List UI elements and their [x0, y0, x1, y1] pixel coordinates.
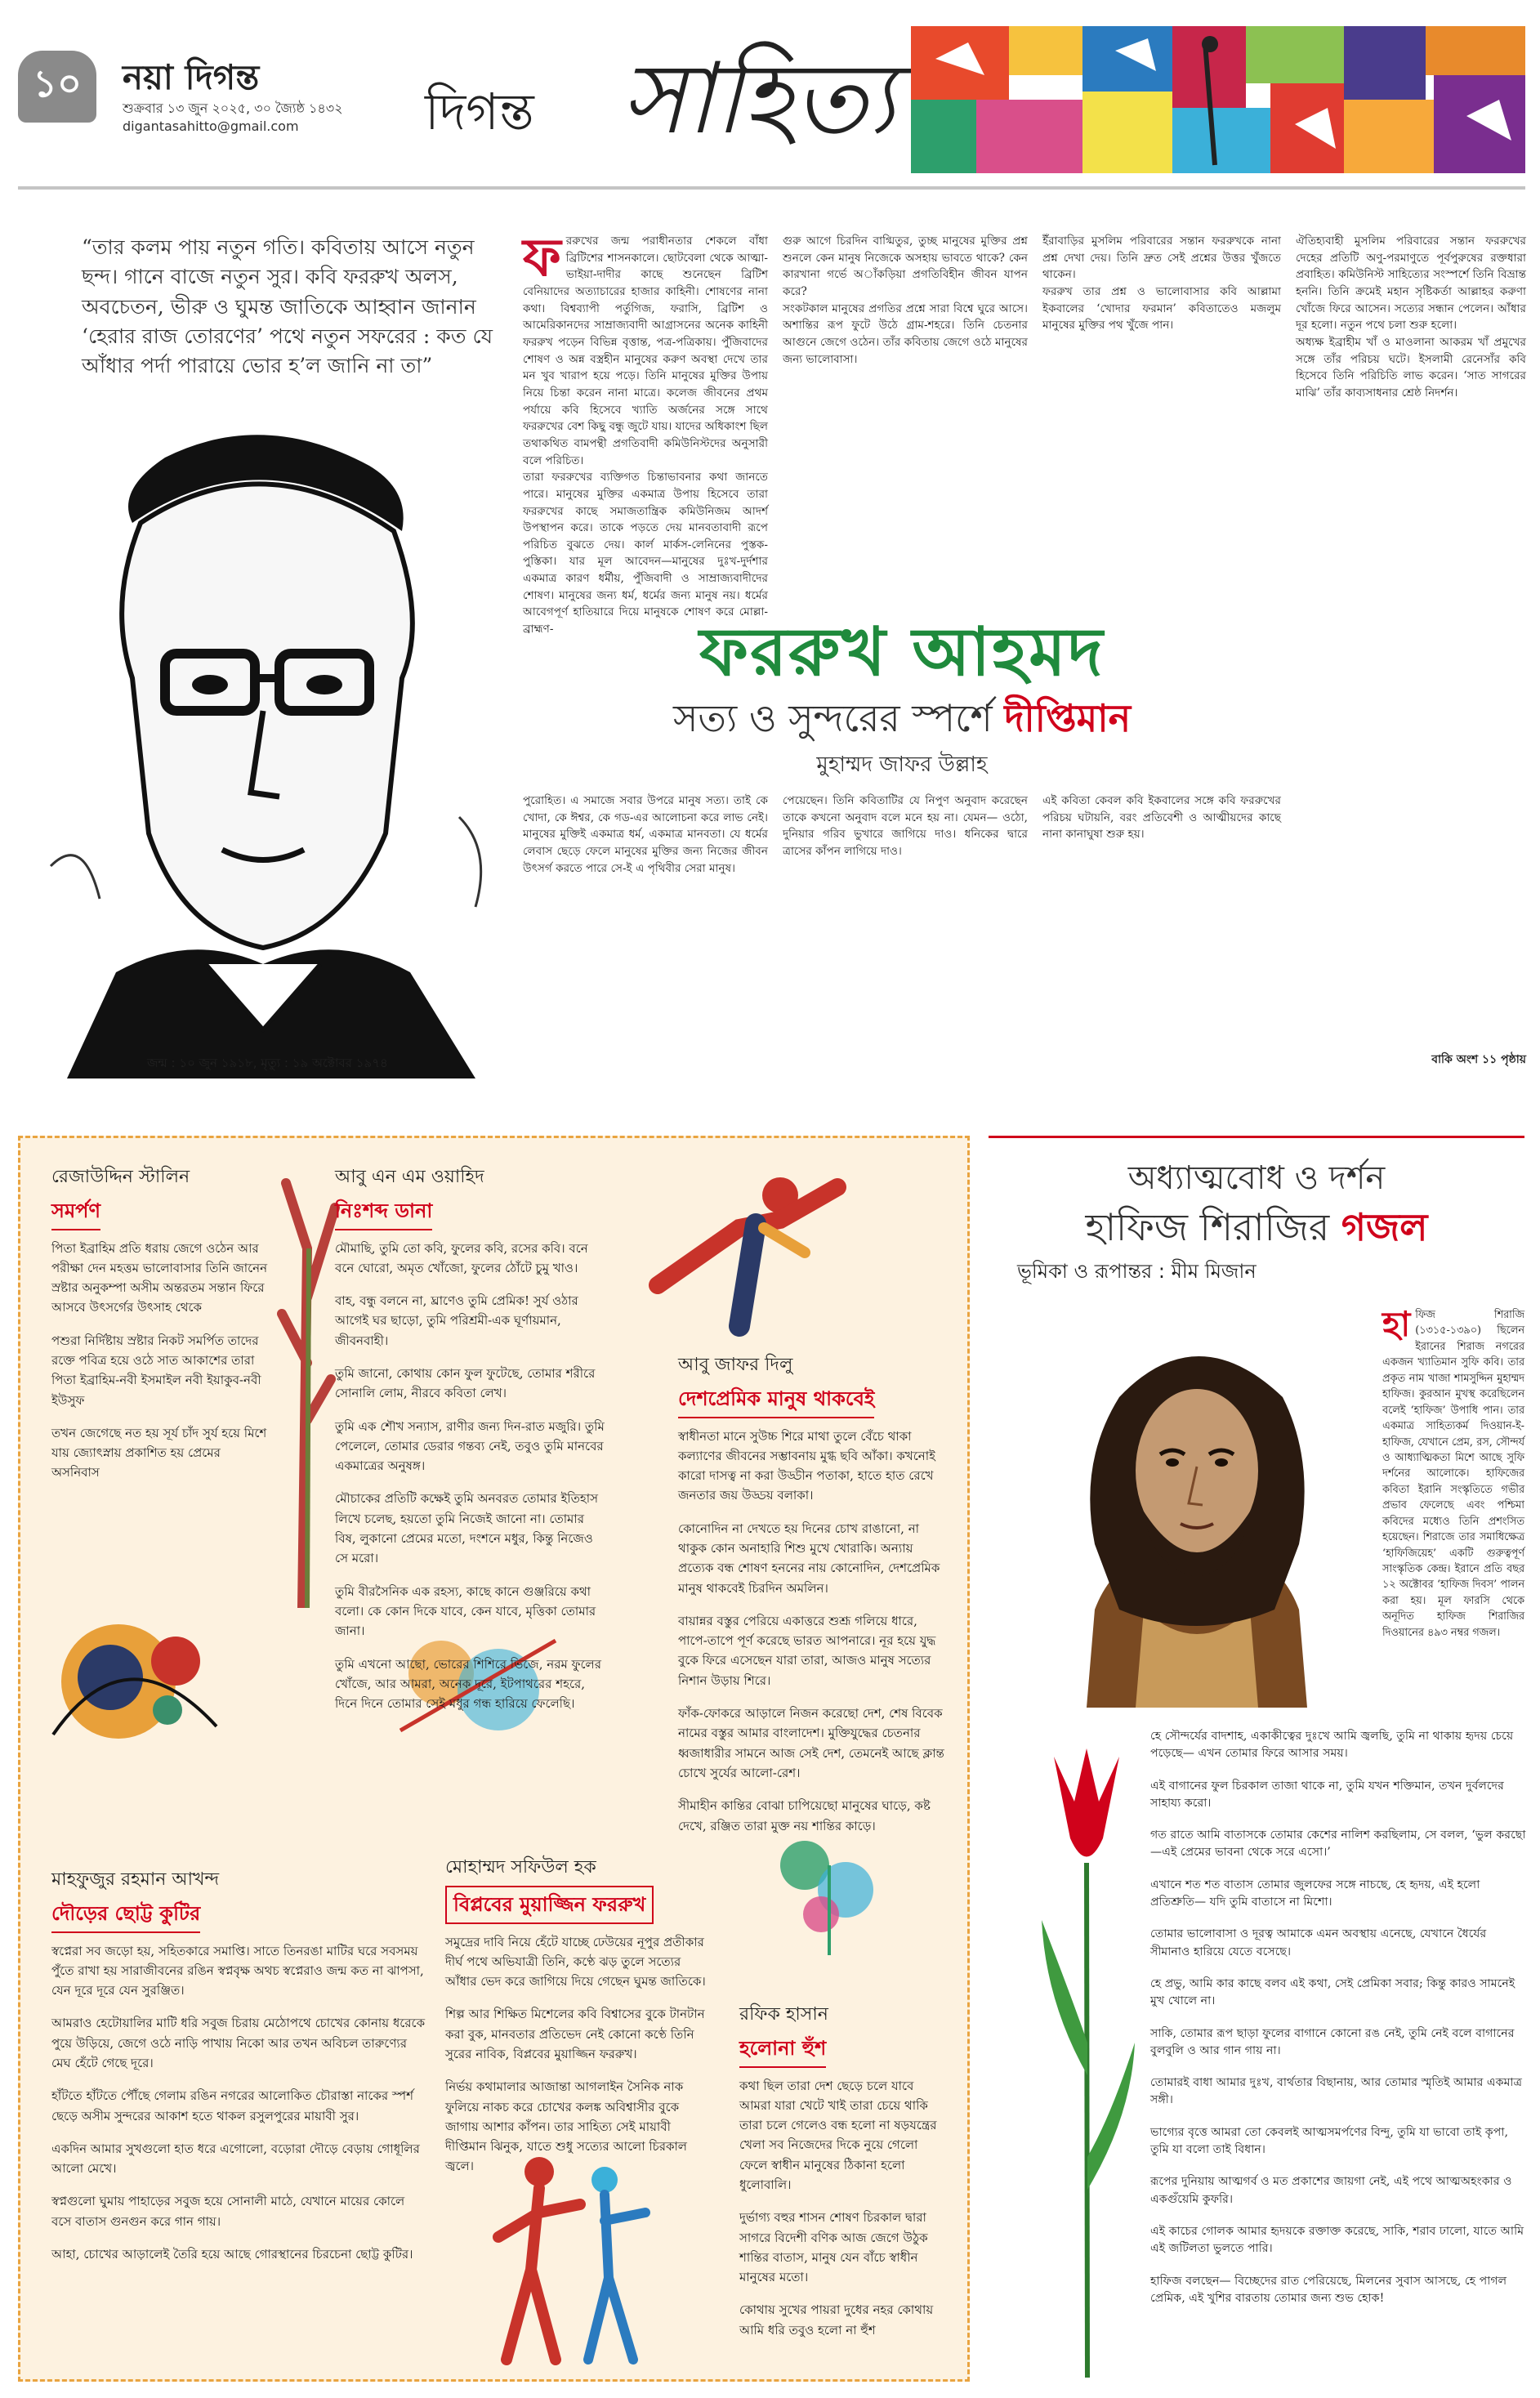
tree-sculpture-art — [270, 1150, 343, 1608]
poem-stanza: মৌমাছি, তুমি তো কবি, ফুলের কবি, রসের কবি। বনে বনে ঘোরো, অমৃত খোঁজো, ফুলের ঠোঁটে চুমু খাও। — [335, 1240, 588, 1275]
poem-title: দৌড়ের ছোট্ট কুটির — [51, 1898, 200, 1933]
portrait-illustration-farrukh — [18, 409, 516, 1078]
figure-illustration-art — [641, 1163, 854, 1342]
ghazal-couplet: তোমার ভালোবাসা ও দূরত্ব আমাকে এমন অবস্থায় এনেছে, যেখানে ধৈর্যের সীমানাও হারিয়ে যেতে বসেছে। — [1150, 1927, 1487, 1958]
poem-stanza: তুমি জানো, কোথায় কোন ফুল ফুটেছে, তোমার শরীরে সোনালি লোম, নীরবে কবিতা লেখ। — [335, 1365, 596, 1401]
article-headline: ফররুখ আহমদ — [699, 613, 1105, 691]
poem-block — [51, 1865, 427, 2277]
ghazal-verses — [1150, 1728, 1526, 2322]
poem-stanza: বায়ান্নর বস্তুর পেরিয়ে একাত্তরে শুশ্রূ গলিয়ে ধারে, পাপে-তাপে পূর্ণ করেছে ভারত আপনারে। নূর হয়ে যুদ্ধ বুকে ফিরে এসেছেন যারা তারা, আজও মানুষ সত্যের নিশান উড়ায় শিরে। — [678, 1613, 936, 1688]
article-text: ররুখের জন্ম পরাধীনতার শেকলে বাঁধা ব্রিটিশের শাসনকালে। ছোটবেলা থেকে আত্মা-ভাইয়া-দাদীর কাছে শুনেছেন ব্রিটিশ বেনিয়াদের অত্যাচারের হাজার কাহিনী। শোষণের নানা কথা। বিশ্বব্যাপী পর্তুগিজ, ফরাসি, ব্রিটিশ ও আমেরিকানদের সাম্রাজ্যবাদী আগ্রাসনের অনেক কাহিনী ফররুখ পড়েন বিভিন্ন বৃত্তান্ত, পত্র-পত্রিকায়। পুঁজিবাদের শোষণ ও অন্ন বস্ত্রহীন মানুষের করুণ অবস্থা দেখে তার মন খুব খারাপ হয়ে পড়ে। তিনি মানুষের মুক্তির উপায় নিয়ে চিন্তা করেন নানা মাত্রে। কলেজ জীবনের প্রথম পর্যায়ে কবি হিসেবে খ্যাতি অর্জনের সঙ্গে সাথে ফররুখের বেশ কিছু বন্ধু জুটে যায়। যাদের অধিকাংশ ছিল তথাকথিত বামপন্থী প্রগতিবাদী কমিউনিস্টদের অনুসারী বলে পরিচিত। — [523, 234, 768, 467]
article-text: তারা ফররুখের ব্যক্তিগত চিন্তাভাবনার কথা জানতে পারে। মানুষের মুক্তির একমাত্র উপায় হিসেবে তারা ফররুখের কাছে সমাজতান্ত্রিক কমিউনিজম আদর্শ উপস্থাপন করে। তাকে পড়তে দেয় মানবতাবাদী রূপে পরিচিত বুঝতে দেয়। কার্ল মার্কস-লেনিনের পুস্তক-পুস্তিকা। যার মূল আবেদন—মানুষের দুঃখ-দুর্দশার একমাত্র কারণ ধর্মীয়, পুঁজিবাদী ও সাম্রাজ্যবাদীদের শোষণ। মানুষের জন্য ধর্ম, ধর্মের জন্য মানুষ নয়। ধর্মের আবেগপূর্ণ হাতিয়ারে দিয়ে মানুষকে শোষণ করে মোল্লা-ব্রাহ্মণ- — [523, 471, 768, 636]
poem-block — [335, 1163, 605, 1726]
article-text: সংকটকাল মানুষের প্রগতির প্রশ্নে সারা বিশ্বে ঘুরে আসে। অশান্তির রূপ ফুটে উঠে গ্রাম-শহরে। তিনি চেতনার আগুনে জেগে ওঠেন। তাঁর কবিতায় জেগে ওঠে মানুষের জন্য ভালোবাসা। — [783, 301, 1028, 366]
masthead — [0, 0, 1540, 176]
article-text: অধ্যক্ষ ইব্রাহীম খাঁ ও মাওলানা আকরম খাঁ প্রমুখের সঙ্গে তাঁর পরিচয় ঘটে। ইসলামী রেনেসাঁর কবি হিসেবে তিনি পরিচিতি লাভ করেন। ‘সাত সাগরের মাঝি’ তাঁর কাব্যসাধনার শ্রেষ্ঠ নিদর্শন। — [1296, 335, 1526, 400]
ghazal-couplet: ভাগ্যের বৃত্তে আমরা তো কেবলই আত্মসমর্পণের বিন্দু, তুমি যা ভাবো তাই কৃপা, তুমি যা বলো তাই বিধান। — [1150, 2125, 1508, 2157]
poetry-section — [18, 1136, 970, 2382]
ghazal-couplet: হে প্রভু, আমি কার কাছে বলব এই কথা, সেই প্রেমিকা সবার; কিন্তু কারও সামনেই মুখ খোলে না। — [1150, 1976, 1515, 2008]
hafiz-headline-line2 — [989, 1199, 1524, 1262]
poem-stanza: আমরাও হেটোয়ালির মাটি ধরি সবুজ চিরায় মেঠোপথে চোখের কোনায় ধরেকে পুয়ে উড়িয়ে, জেগে ওঠে নাড়ি পাখায় নিকো আর তখন অবিচল তারুণ্যের মেঘ হেঁটে গেছে দূরে। — [51, 2016, 426, 2070]
poem-stanza: দুর্ভাগ্য বহুর শাসন শোষণ চিরকাল দ্বারা সাগরে বিদেশী বণিক আজ জেগে উঠুক শান্তির বাতাস, মানুষ যেন বাঁচে স্বাধীন মানুষের মতো। — [739, 2210, 928, 2285]
ghazal-couplet: হে সৌন্দর্যের বাদশাহ, একাকীত্বের দুঃখে আমি জ্বলছি, তুমি না থাকায় হৃদয় চেয়ে পড়েছে— এখন তোমার ফিরে আসার সময়। — [1150, 1730, 1514, 1761]
tulip-illustration — [1033, 1732, 1140, 2378]
poet-name: আবু জাফর দিলু — [678, 1355, 793, 1375]
pull-quote: “তার কলম পায় নতুন গতি। কবিতায় আসে নতুন ছন্দ। গানে বাজে নতুন সুর। কবি ফররুখ অলস, অবচেতন, ভীরু ও ঘুমন্ত জাতিকে আহ্বান জানান ‘হেরার রাজ তোরণের’ পথে নতুন সফরের : কত যে আঁধার পর্দা পারায়ে ভোর হ’ল জানি না তা” — [82, 235, 493, 377]
poem-title: সমর্পণ — [51, 1195, 100, 1230]
article-column-2-lower: পেয়েছেন। তিনি কবিতাটির যে নিপুণ অনুবাদ করেছেন তাকে কখনো অনুবাদ বলে মনে হয় না। যেমন— ওঠো, দুনিয়ার গরিব ভুখারে জাগিয়ে দাও। ধনিকের দ্বারে ত্রাসের কাঁপন লাগিয়ে দাও। — [783, 794, 1028, 858]
abstract-painting-art — [45, 1612, 225, 1751]
header-collage-art — [911, 26, 1525, 173]
poet-name: রফিক হাসান — [739, 2004, 828, 2025]
subheadline-accent: দীপ্তিমান — [1004, 696, 1132, 740]
hafiz-headline-text: হাফিজ শিরাজির — [1085, 1205, 1330, 1249]
poem-stanza: কথা ছিল তারা দেশ ছেড়ে চলে যাবে আমরা যারা খেটে খাই তারা চেয়ে থাকি তারা চলে গেলেও বন্ধ হলো না ষড়যন্ত্রের খেলা সব নিজেদের দিকে নুয়ে গেলো ফেলে স্বাধীন মানুষের ঠিকানা হলো ধুলোবালি। — [739, 2078, 937, 2192]
article-subheadline — [523, 690, 1281, 752]
poem-block — [739, 2000, 948, 2353]
poem-stanza: কোনোদিন না দেখতে হয় দিনের চোখ রাঙানো, না থাকুক কোন অনাহারি শিশু মুখে খোরাকি। অন্যায় প্রত্যেক বন্ধ শোষণ হননের নায় কোনোদিন, দেশপ্রেমিক মানুষ থাকবেই চিরদিন অমলিন। — [678, 1521, 940, 1596]
poem-block — [445, 1853, 711, 2190]
poem-stanza: সমুদ্রের দাবি নিয়ে হেঁটে যাচ্ছে ঢেউয়ের নূপুর প্রতীকার দীর্ঘ পথে অভিযাত্রী তিনি, কণ্ঠে ঝড় তুলে সত্যের আঁধার ভেদ করে জাগিয়ে দিয়ে গেছেন ঘুমন্ত জাতিকে। — [445, 1934, 706, 1989]
poet-name: মোহাম্মদ সফিউল হক — [445, 1857, 596, 1878]
hafiz-portrait-painting — [1021, 1299, 1373, 1708]
ghazal-couplet: রূপের দুনিয়ায় আত্মগর্ব ও মত প্রকাশের জায়গা নেই, এই পথে আত্মঅহংকার ও একগুঁয়েমি কুফরি। — [1150, 2175, 1512, 2206]
article-text: ইঁরাবাড়ির মুসলিম পরিবারের সন্তান ফররুখকে নানা প্রশ্ন দেখা দেয়। তিনি দ্রুত সেই প্রশ্নের উত্তর খুঁজতে থাকেন। — [1042, 234, 1281, 282]
ghazal-couplet: হাফিজ বলছেন— বিচ্ছেদের রাত পেরিয়েছে, মিলনের সুবাস আসছে, হে পাগল প্রেমিক, এই খুশির বারতায় তোমার জন্য শুভ হোক! — [1150, 2274, 1507, 2305]
poem-stanza: সীমাহীন কান্তির বোঝা চাপিয়েছো মানুষের ঘাড়ে, কষ্ট দেখে, রঞ্জিত তারা মুক্ত নয় শান্তির কাড়ে। — [678, 1798, 931, 1833]
poem-stanza: তুমি এখনো আছো, ভোরের শিশিরে ভিজে, নরম ফুলের খোঁজে, আর আমরা, অনেক দূরে, ইটপাথরের শহরে, দিনে দিনে তোমার সেই মধুর গন্ধ হারিয়ে ফেলেছি। — [335, 1656, 601, 1712]
poem-title: দেশপ্রেমিক মানুষ থাকবেই — [678, 1383, 874, 1418]
poem-stanza: বাহ, বন্ধু বলনে না, ঘ্রাণেও তুমি প্রেমিক! সুর্য ওঠার আগেই ঘর ছাড়ো, তুমি পরিশ্রমী-এক ঘূর্ণায়মান, জীবনবাহী। — [335, 1293, 578, 1348]
poem-stanza: তুমি এক শৌখ সন্যাস, রাণীর জন্য দিন-রাত মজুরি। তুমি পেলেলে, তোমার ডেরার গন্তব্য নেই, তবুও তুমি মানবের একমাত্রের অনুষঙ্গ। — [335, 1418, 605, 1474]
poem-stanza: পিতা ইব্রাহিম প্রতি ধরায় জেগে ওঠেন আর পরীক্ষা দেন মহত্তম ভালোবাসার তিনি জানেন স্রষ্টার অনুকম্পা অসীম অন্তরতম সন্তান ফিরে আসবে উৎসর্গের উৎসাহ থেকে — [51, 1240, 268, 1315]
article-text: গুরু আগে চিরদিন বাগ্মিতুর, তুচ্ছ মানুষের মুক্তির প্রশ্ন শুনলে কেন মানুষ নিজেকে অসহায় ভাবতে থাকে? কেন কারখানা গর্ভে অাঁকড়িয়া প্রগতিবিহীন জীবন যাপন করে? — [783, 234, 1028, 298]
continued-note[interactable]: বাকি অংশ ১১ পৃষ্ঠায় — [1431, 1053, 1526, 1066]
poem-title: নিঃশব্দ ডানা — [335, 1195, 432, 1230]
poem-stanza: তুমি বীরসৈনিক এক রহস্য, কাছে কানে গুঞ্জরিয়ে কথা বলো। কে কোন দিকে যাবে, কেন যাবে, মৃত্তিকা তোমার জানা। — [335, 1583, 596, 1639]
ghazal-couplet: তোমারই বাধা আমার দুঃখ, বার্থতার বিছানায়, আর তোমার স্মৃতিই আমার একমাত্র সঙ্গী। — [1150, 2076, 1523, 2107]
ghazal-couplet: সাকি, তোমার রূপ ছাড়া ফুলের বাগানে কোনো রঙ নেই, তুমি নেই বলে বাগানের বুলবুলি ও আর গান গায় না। — [1150, 2026, 1515, 2057]
poem-stanza: পশুরা নির্দিষ্টায় স্রষ্টার নিকট সমর্পিত তাদের রক্তে পবিত্র হয়ে ওঠে সাত আকাশের তারা পিতা ইব্রাহিম-নবী ইসমাইল নবী ইয়াকুব-নবী ইউসুফ — [51, 1333, 261, 1408]
poet-name: আবু এন এম ওয়াহিদ — [335, 1167, 484, 1187]
section-email[interactable]: digantasahitto@gmail.com — [123, 118, 299, 134]
ghazal-couplet: এই বাগানের ফুল চিরকাল তাজা থাকে না, তুমি যখন শক্তিমান, তখন দুর্বলদের সাহায্য করো। — [1150, 1779, 1504, 1810]
article-column-3-lower: এই কবিতা কেবল কবি ইকবালের সঙ্গে কবি ফররুখের পরিচয় ঘটায়নি, বরং প্রতিবেশী ও আত্মীয়দের কাছে নানা কানাঘুষা শুরু হয়। — [1042, 794, 1281, 842]
article-column-1 — [523, 227, 768, 638]
life-dates-caption: জন্ম : ১০ জুন ১৯১৮, মৃত্যু : ১৯ অক্টোবর ১৯৭৪ — [147, 1056, 388, 1070]
ghazal-couplet: এই কাচের গোলক আমার হৃদয়কে রক্তাক্ত করেছে, সাকি, শরাব ঢালো, যাতে আমি এই জটিলতা ভুলতে পারি। — [1150, 2224, 1524, 2256]
poem-stanza: নির্ভয় কথামালার আজান্তা আগলাইন সৈনিক নাক ফুলিয়ে নাকচ করে চোখের কলঙ্ক অবিশ্বাসীর বুকে জাগায় আশার কাঁপন। তার সাহিত্য সেই মায়াবী দীপ্তিমান ঝিনুক, যাতে শুধু সত্যের আলো চিরকাল জ্বলে। — [445, 2079, 687, 2174]
ghazal-couplet: গত রাতে আমি বাতাসকে তোমার কেশের নালিশ করছিলাম, সে বলল, ‘ভুল করছো—এই প্রেমের ভাবনা থেকে সরে এসো।’ — [1150, 1829, 1526, 1860]
hafiz-headline-accent: গজল — [1341, 1205, 1428, 1249]
poem-stanza: স্বপ্নগুলো ঘুমায় পাহাড়ের সবুজ হয়ে সোনালী মাঠে, যেখানে মায়ের কোলে বসে বাতাস গুনগুন করে গান গায়। — [51, 2194, 405, 2229]
article-column-4 — [1296, 233, 1526, 1050]
poem-stanza: আহা, চোখের আড়ালেই তৈরি হয়ে আছে গোরস্থানের চিরচেনা ছোট্ট কুটির। — [51, 2247, 413, 2262]
drop-cap: হা — [1382, 1304, 1411, 1344]
hafiz-divider — [989, 1136, 1524, 1138]
poem-title: হলোনা হুঁশ — [739, 2033, 826, 2068]
ghazal-couplet: এখানে শত শত বাতাস তোমার জুলফের সঙ্গে নাচছে, হে হৃদয়, এই হলো প্রতিশ্রুতি— যদি তুমি বাতাসে না মিশো। — [1150, 1878, 1480, 1909]
poem-block — [678, 1351, 948, 1849]
hafiz-introduction — [1382, 1304, 1524, 1641]
article-byline: মুহাম্মদ জাফর উল্লাহ — [816, 752, 988, 777]
article-text: ফররুখ তার প্রশ্ন ও ভালোবাসার কবি আল্লামা ইকবালের ‘খোদার ফরমান’ কবিতাতেও মজলুম মানুষের মুক্তির পথ খুঁজে পান। — [1042, 284, 1281, 333]
article-column-1-lower: পুরোহিত। এ সমাজে সবার উপরে মানুষ সত্য। তাই কে খোদা, কে ঈশ্বর, কে গড-এর আলোচনা করে লাভ নেই। মানুষের মুক্তিই একমাত্র ধর্ম, একমাত্র মানবতা। যে ধর্মের লেবাস ছেড়ে ফেলে মানুষের মুক্তির জন্য নিজের জীবন উৎসর্গ করতে পারে সে-ই এ পৃথিবীর সেরা মানুষ। — [523, 794, 768, 875]
poem-stanza: স্বাধীনতা মানে সুউচ্চ শিরে মাথা তুলে বেঁচে থাকা কল্যাণের জীবনের সম্ভাবনায় মুগ্ধ ছবি আঁকা। কখনোই কারো দাসত্ব না করা উড্ডীন পতাকা, হাতে হাত রেখে জনতার জয় উড্ডয় বলাকা। — [678, 1428, 935, 1503]
hafiz-headline-line1: অধ্যাত্মবোধ ও দর্শন — [1127, 1159, 1386, 1197]
poem-stanza: শিল্প আর শিক্ষিত মিশেলের কবি বিশ্বাসের বুকে টানটান করা বুক, মানবতার প্রতিভেদ নেই কোনো কণ্ঠে তিনি সুরের নাবিক, বিপ্লবের মুয়াজ্জিন ফররুখ। — [445, 2007, 705, 2061]
article-column-2 — [783, 233, 1028, 368]
dateline: শুক্রবার ১৩ জুন ২০২৫, ৩০ জ্যৈষ্ঠ ১৪৩২ — [123, 100, 343, 116]
section-label-small: দিগন্ত — [425, 82, 534, 141]
poem-stanza: তখন জেগেছে নত হয় সূর্য চাঁদ সুর্য হয়ে মিশে যায় জ্যোৎস্নায় প্রকাশিত হয় প্রেমের অসনিবাস — [51, 1425, 267, 1480]
drop-cap: ফ — [523, 227, 561, 288]
header-divider — [18, 186, 1525, 190]
publication-name: নয়া দিগন্ত — [123, 57, 260, 97]
poet-name: রেজাউদ্দিন স্টালিন — [51, 1167, 190, 1187]
poem-stanza: কোথায় সুখের পায়রা দুধের নহর কোথায় আমি ধরি তবুও হলো না হুঁশ — [739, 2302, 934, 2338]
poem-stanza: ফাঁক-ফোকরে আড়ালে নিজন করেছো দেশ, শেষ বিবেক নামের বস্তুর আমার বাংলাদেশ। মুক্তিযুদ্ধের চেতনার ধ্বজাধারীর সামনে আজ সেই দেশ, তেমনেই আছে ক্লান্ত চোখে সুর্যের আলো-রেশ। — [678, 1706, 944, 1780]
poem-block — [51, 1163, 272, 1496]
subheadline-text: সত্য ও সুন্দরের স্পর্শে — [672, 696, 993, 740]
article-column-3 — [1042, 233, 1281, 334]
article-text: ঐতিহ্যবাহী মুসলিম পরিবারের সন্তান ফররুখের দেহের প্রতিটি অণু-পরমাণুতে পূর্বপুরুষের রক্তধারা প্রবাহিত। কমিউনিস্ট সাহিত্যের সংস্পর্শে তিনি বিভ্রান্ত হননি। তিনি ক্রমেই মহান সৃষ্টিকর্তা আল্লাহর করুণা খোঁজে ফিরে আসেন। সত্যের সন্ধান পেলেন। আঁধার দূর হলো। নতুন পথে চলা শুরু হলো। — [1296, 234, 1526, 333]
translator-credit: ভূমিকা ও রূপান্তর : মীম মিজান — [1017, 1260, 1257, 1283]
poem-stanza: একদিন আমার সুখগুলো হাত ধরে এগোলো, বড়োরা দৌড়ে বেড়ায় গোধূলির আলো মেখে। — [51, 2141, 420, 2177]
page-number: ১০ — [18, 51, 96, 123]
poem-stanza: মৌচাকের প্রতিটি কক্ষেই তুমি অনবরত তোমার ইতিহাস লিখে চলেছ, হয়তো তুমি নিজেই জানো না। তোমার বিষ, লুকানো প্রেমের মতো, দংশনে মধুর, কিন্তু নিজেও সে মরো। — [335, 1491, 598, 1566]
section-label-big: সাহিত্য — [621, 42, 896, 156]
poet-name: মাহফুজুর রহমান আখন্দ — [51, 1869, 220, 1890]
poem-title: বিপ্লবের মুয়াজ্জিন ফররুখ — [445, 1886, 654, 1924]
poem-stanza: স্বপ্নেরা সব জড়ো হয়, সহিতকারে সমাপ্তি। সাতে তিনরঙা মাটির ঘরে সবসময় পুঁতে রাখা হয় সারাজীবনের রঙিন স্বপ্নবৃক্ষ অথচ স্বপ্নেরাও জন্ম কত না ঝাপসা, যেন দূরে দূরে যেন সুরঞ্জিত। — [51, 1943, 424, 1998]
poem-stanza: হাঁটতে হাঁটতে পৌঁছে গেলাম রঙিন নগরের আলোকিত চৌরাস্তা নাকের স্পর্শ ছেড়ে অসীম সুন্দরের আকাশ হতে থাকল রসুলপুরের মায়াবী সুর। — [51, 2088, 413, 2123]
intro-text: ফিজ শিরাজি (১৩১৫-১৩৯০) ছিলেন ইরানের শিরাজ নগরের একজন খ্যাতিমান সুফি কবি। তার প্রকৃত নাম খাজা শামসুদ্দিন মুহাম্মদ হাফিজ। কুরআন মুখস্থ করেছিলেন বলেই ‘হাফিজ’ উপাধি পান। তার একমাত্র সাহিত্যকর্ম দিওয়ান-ই-হাফিজ, যেখানে প্রেম, রস, সৌন্দর্য ও আধ্যাত্মিকতা মিশে আছে সুফি দর্শনের আলোকে। হাফিজের কবিতা ইরানি সংস্কৃতিতে গভীর প্রভাব ফেলেছে এবং পশ্চিমা কবিদের মধ্যেও তিনি প্রশংসিত হয়েছেন। শিরাজে তার সমাধিক্ষেত্র ‘হাফিজিয়েহ’ একটি গুরুত্বপূর্ণ সাংস্কৃতিক কেন্দ্র। ইরানে প্রতি বছর ১২ অক্টোবর ‘হাফিজ দিবস’ পালন করা হয়। মূল ফারসি থেকে অনূদিত হাফিজ শিরাজির দিওয়ানের ৪৯৩ নম্বর গজল। — [1382, 1309, 1524, 1639]
